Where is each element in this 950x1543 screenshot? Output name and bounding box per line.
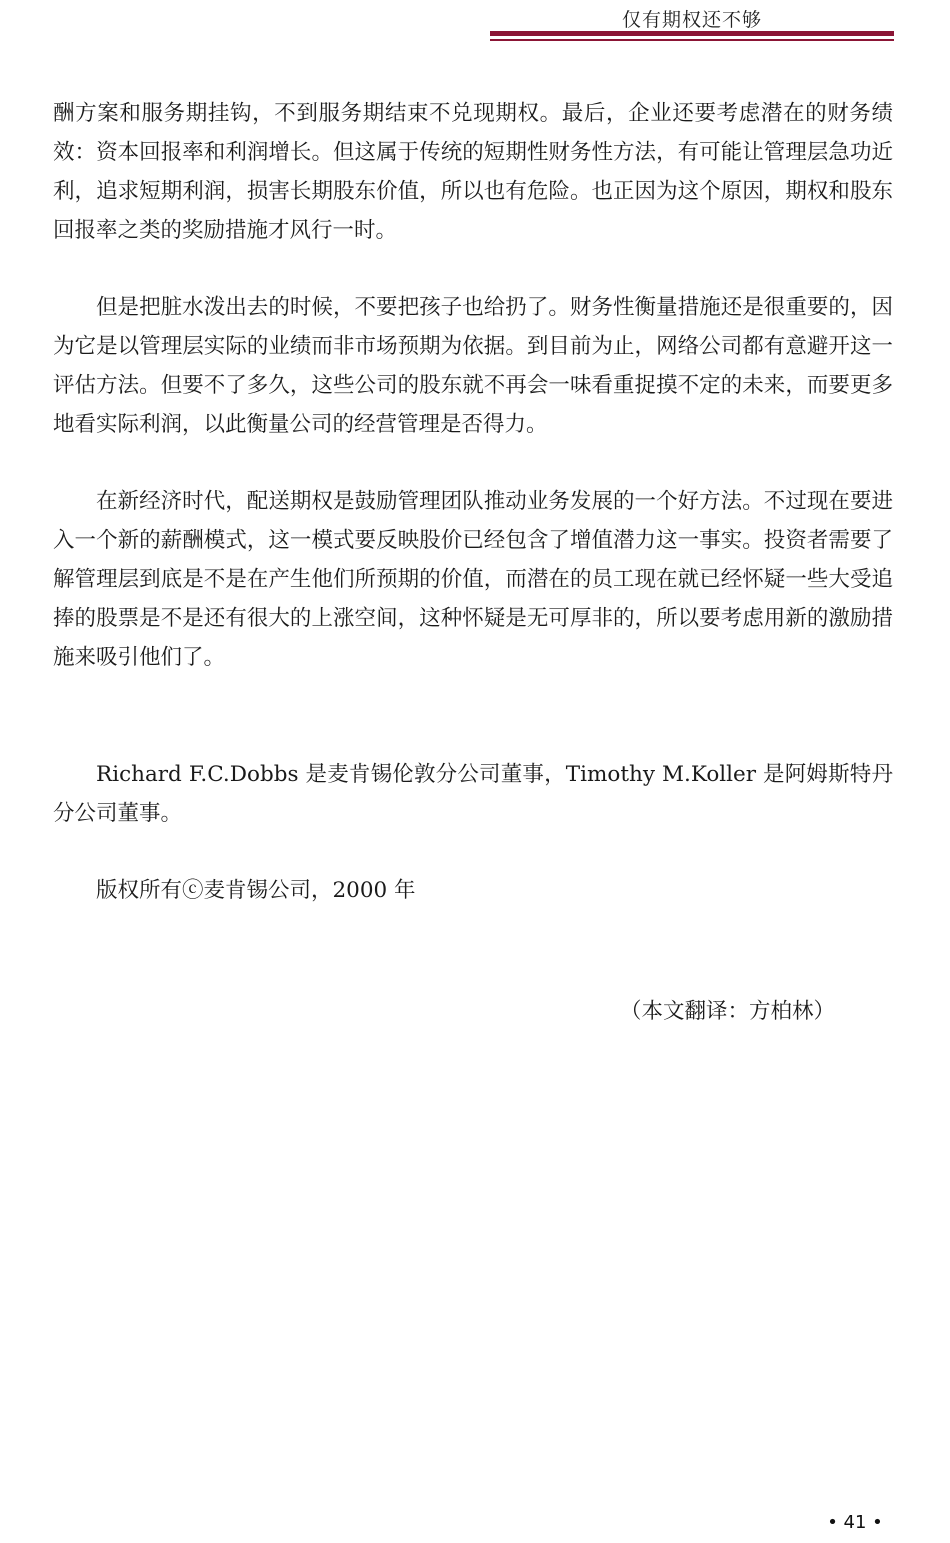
page-number: • 41 • <box>827 1512 883 1533</box>
translator-credit: （本文翻译：方柏林） <box>620 999 836 1024</box>
running-header-title: 仅有期权还不够 <box>621 9 762 31</box>
paragraph-continued: 酬方案和服务期挂钩，不到服务期结束不兑现期权。最后，企业还要考虑潜在的财务绩效：资本回报率和利润增长。但这属于传统的短期性财务性方法，有可能让管理层急功近利，追求短期利润，损害长期股东价值，所以也有危险。也正因为这个原因，期权和股东回报率之类的奖励措施才风行一时。 <box>53 101 893 243</box>
paragraph-financial-measures: 但是把脏水泼出去的时候，不要把孩子也给扔了。财务性衡量措施还是很重要的，因为它是以管理层实际的业绩而非市场预期为依据。到目前为止，网络公司都有意避开这一评估方法。但要不了多久，这些公司的股东就不再会一味看重捉摸不定的未来，而要更多地看实际利润，以此衡量公司的经营管理是否得力。 <box>53 295 893 437</box>
article-body <box>53 94 893 910</box>
header-rule-thick <box>490 31 894 36</box>
copyright-line: 版权所有ⓒ麦肯锡公司，2000 年 <box>96 878 416 903</box>
header-rule-thin <box>490 39 894 41</box>
author-note: Richard F.C.Dobbs 是麦肯锡伦敦分公司董事，Timothy M.Koller 是阿姆斯特丹分公司董事。 <box>53 762 893 826</box>
paragraph-new-economy: 在新经济时代，配送期权是鼓励管理团队推动业务发展的一个好方法。不过现在要进入一个新的薪酬模式，这一模式要反映股价已经包含了增值潜力这一事实。投资者需要了解管理层到底是不是在产生他们所预期的价值，而潜在的员工现在就已经怀疑一些大受追捧的股票是不是还有很大的上涨空间，这种怀疑是无可厚非的，所以要考虑用新的激励措施来吸引他们了。 <box>53 489 893 670</box>
